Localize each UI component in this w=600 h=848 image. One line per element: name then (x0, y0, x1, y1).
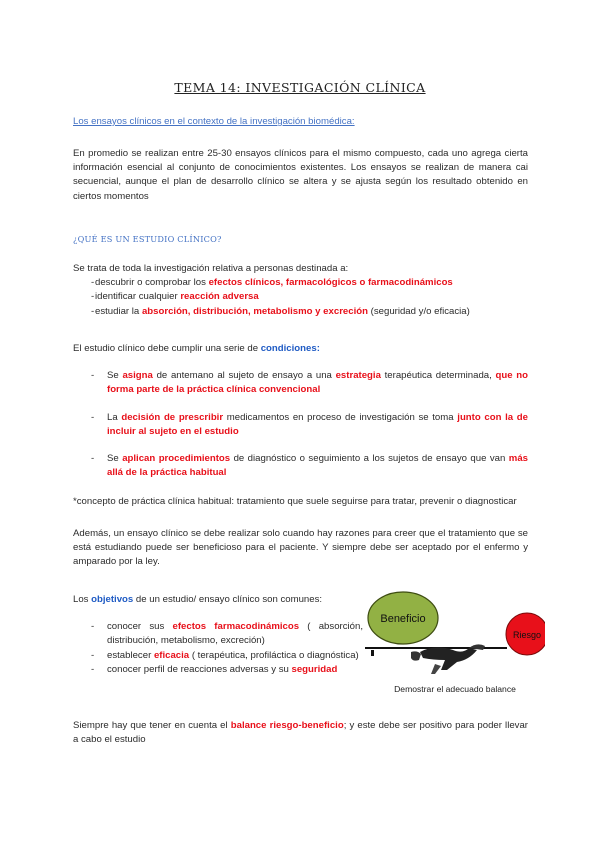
ademas-paragraph: Además, un ensayo clínico se debe realizar solo cuando hay razones para creer que el tratamiento que se está estudiando puede ser beneficioso para el paciente. Y siempre debe ser aceptado por el enfermo y amparado por la ley. (73, 528, 528, 568)
conditions-block (73, 342, 528, 480)
conditions-lead: El estudio clínico debe cumplir una serie de condiciones: (73, 343, 320, 354)
objectives-lead: Los objetivos de un estudio/ ensayo clínico son comunes: (73, 594, 323, 605)
intro-paragraph: En promedio se realizan entre 25-30 ensayos clínicos para el mismo compuesto, cada uno agrega cierta información esencial al conjunto de conocimientos existentes. Los ensayos se realizan de manera cai secuencial, aunque el plan de desarrollo clínico se altera y se ajusta según los resultado obtenido en ciertos momentos (73, 148, 528, 202)
definition-lead: Se trata de toda la investigación relativa a personas destinada a: (73, 263, 349, 274)
risk-label: Riesgo (512, 630, 542, 640)
balancing-person-icon (365, 644, 507, 674)
condition-item: - Se asigna de antemano al sujeto de ensayo a una estrategia terapéutica determinada, que no forma parte de la práctica clínica convencional (91, 370, 528, 396)
definition-item: - descubrir o comprobar los efectos clínicos, farmacológicos o farmacodinámicos (73, 276, 528, 290)
benefit-label: Beneficio (380, 613, 426, 625)
objective-item: - conocer perfil de reacciones adversas y su seguridad (91, 663, 338, 675)
balance-figure (365, 590, 545, 700)
heading-what-is-study: ¿QUÉ ES UN ESTUDIO CLÍNICO? (73, 234, 222, 244)
condition-item: - Se aplican procedimientos de diagnóstico o seguimiento a los sujetos de ensayo que van más allá de la práctica habitual (91, 453, 528, 479)
condition-item: - La decisión de prescribir medicamentos en proceso de investigación se toma junto con la de incluir al sujeto en el estudio (91, 411, 528, 437)
definition-item: - identificar cualquier reacción adversa (73, 290, 528, 304)
page-title: TEMA 14: INVESTIGACIÓN CLÍNICA (174, 80, 426, 95)
objective-item: - establecer eficacia ( terapéutica, profiláctica o diagnóstica) (91, 649, 359, 661)
definition-item: - estudiar la absorción, distribución, metabolismo y excreción (seguridad y/o eficacia) (73, 305, 528, 319)
objective-item: - conocer sus efectos farmacodinámicos ( absorción, distribución, metabolismo, excreción) (91, 621, 363, 647)
footnote: *concepto de práctica clínica habitual: tratamiento que suele seguirse para tratar, prevenir o diagnosticar (73, 496, 517, 507)
figure-caption: Demostrar el adecuado balance (394, 684, 516, 694)
objectives-block (73, 593, 363, 677)
definition-block (73, 262, 528, 319)
closing-paragraph: Siempre hay que tener en cuenta el balance riesgo-beneficio; y este debe ser positivo para poder llevar a cabo el estudio (73, 720, 528, 746)
section-link[interactable]: Los ensayos clínicos en el contexto de la investigación biomédica: (73, 116, 355, 127)
